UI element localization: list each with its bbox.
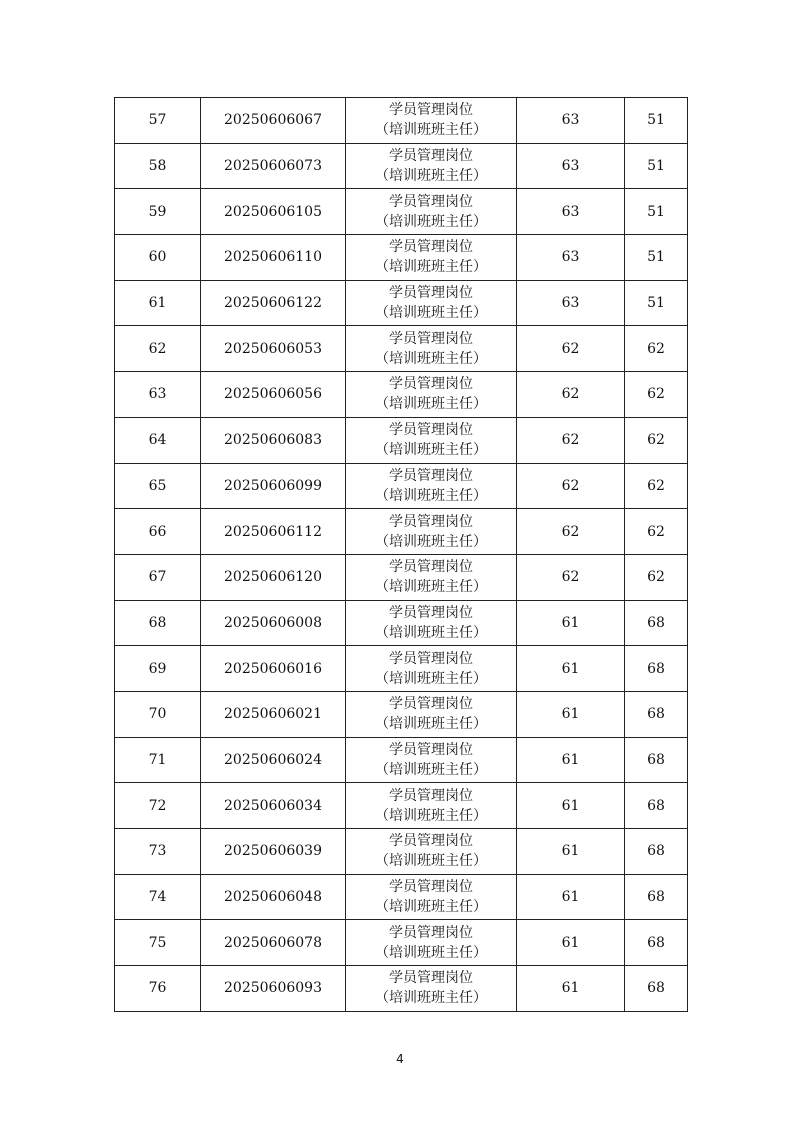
rank-cell: 68 xyxy=(625,646,688,692)
score-cell: 63 xyxy=(517,143,625,189)
row-number-cell: 60 xyxy=(115,235,201,281)
position-title: 学员管理岗位 xyxy=(389,604,473,621)
candidate-id-cell: 20250606056 xyxy=(201,372,346,418)
position-cell xyxy=(346,920,517,966)
table-row xyxy=(115,463,688,509)
score-cell: 61 xyxy=(517,737,625,783)
row-number-cell: 57 xyxy=(115,98,201,144)
row-number-cell: 68 xyxy=(115,600,201,646)
rank-cell: 62 xyxy=(625,509,688,555)
candidate-id-cell: 20250606105 xyxy=(201,189,346,235)
position-title: 学员管理岗位 xyxy=(389,376,473,393)
row-number-cell: 65 xyxy=(115,463,201,509)
row-number-cell: 69 xyxy=(115,646,201,692)
row-number-cell: 72 xyxy=(115,783,201,829)
table-row xyxy=(115,372,688,418)
table-row xyxy=(115,829,688,875)
position-subtitle: （培训班班主任） xyxy=(375,259,487,276)
score-cell: 61 xyxy=(517,691,625,737)
position-title: 学员管理岗位 xyxy=(389,193,473,210)
table-row xyxy=(115,417,688,463)
candidate-id-cell: 20250606073 xyxy=(201,143,346,189)
rank-cell: 51 xyxy=(625,235,688,281)
candidate-id-cell: 20250606110 xyxy=(201,235,346,281)
position-cell xyxy=(346,783,517,829)
position-title: 学员管理岗位 xyxy=(389,650,473,667)
position-subtitle: （培训班班主任） xyxy=(375,533,487,550)
score-cell: 62 xyxy=(517,554,625,600)
row-number-cell: 63 xyxy=(115,372,201,418)
score-cell: 62 xyxy=(517,509,625,555)
row-number-cell: 64 xyxy=(115,417,201,463)
rank-cell: 62 xyxy=(625,463,688,509)
row-number-cell: 62 xyxy=(115,326,201,372)
position-subtitle: （培训班班主任） xyxy=(375,624,487,641)
rank-cell: 68 xyxy=(625,600,688,646)
table-row xyxy=(115,737,688,783)
score-cell: 61 xyxy=(517,646,625,692)
position-subtitle: （培训班班主任） xyxy=(375,761,487,778)
table-row xyxy=(115,920,688,966)
candidate-id-cell: 20250606093 xyxy=(201,966,346,1012)
candidate-id-cell: 20250606034 xyxy=(201,783,346,829)
row-number-cell: 61 xyxy=(115,280,201,326)
position-cell xyxy=(346,691,517,737)
rank-cell: 51 xyxy=(625,189,688,235)
table-row xyxy=(115,98,688,144)
position-subtitle: （培训班班主任） xyxy=(375,990,487,1007)
score-cell: 63 xyxy=(517,280,625,326)
candidate-id-cell: 20250606120 xyxy=(201,554,346,600)
position-subtitle: （培训班班主任） xyxy=(375,487,487,504)
position-title: 学员管理岗位 xyxy=(389,559,473,576)
rank-cell: 51 xyxy=(625,280,688,326)
rank-cell: 68 xyxy=(625,920,688,966)
table-row xyxy=(115,554,688,600)
position-cell xyxy=(346,326,517,372)
table-row xyxy=(115,509,688,555)
score-cell: 61 xyxy=(517,920,625,966)
table-row xyxy=(115,646,688,692)
position-subtitle: （培训班班主任） xyxy=(375,213,487,230)
score-cell: 61 xyxy=(517,966,625,1012)
candidate-id-cell: 20250606099 xyxy=(201,463,346,509)
row-number-cell: 67 xyxy=(115,554,201,600)
position-subtitle: （培训班班主任） xyxy=(375,396,487,413)
candidate-id-cell: 20250606112 xyxy=(201,509,346,555)
results-table xyxy=(114,97,688,1012)
position-title: 学员管理岗位 xyxy=(389,833,473,850)
position-cell xyxy=(346,372,517,418)
table-row xyxy=(115,235,688,281)
table-row xyxy=(115,189,688,235)
rank-cell: 62 xyxy=(625,326,688,372)
rank-cell: 68 xyxy=(625,874,688,920)
position-subtitle: （培训班班主任） xyxy=(375,442,487,459)
position-cell xyxy=(346,966,517,1012)
row-number-cell: 58 xyxy=(115,143,201,189)
table-row xyxy=(115,691,688,737)
row-number-cell: 59 xyxy=(115,189,201,235)
row-number-cell: 66 xyxy=(115,509,201,555)
table-row xyxy=(115,600,688,646)
position-cell xyxy=(346,829,517,875)
score-cell: 62 xyxy=(517,417,625,463)
position-title: 学员管理岗位 xyxy=(389,467,473,484)
position-subtitle: （培训班班主任） xyxy=(375,853,487,870)
position-subtitle: （培训班班主任） xyxy=(375,168,487,185)
rank-cell: 68 xyxy=(625,691,688,737)
row-number-cell: 71 xyxy=(115,737,201,783)
candidate-id-cell: 20250606039 xyxy=(201,829,346,875)
score-cell: 62 xyxy=(517,463,625,509)
position-subtitle: （培训班班主任） xyxy=(375,716,487,733)
position-subtitle: （培训班班主任） xyxy=(375,305,487,322)
position-subtitle: （培训班班主任） xyxy=(375,579,487,596)
rank-cell: 62 xyxy=(625,417,688,463)
score-cell: 63 xyxy=(517,235,625,281)
table-row xyxy=(115,280,688,326)
score-cell: 61 xyxy=(517,783,625,829)
rank-cell: 68 xyxy=(625,783,688,829)
candidate-id-cell: 20250606083 xyxy=(201,417,346,463)
row-number-cell: 76 xyxy=(115,966,201,1012)
row-number-cell: 74 xyxy=(115,874,201,920)
position-cell xyxy=(346,143,517,189)
table-row xyxy=(115,143,688,189)
score-cell: 62 xyxy=(517,326,625,372)
position-title: 学员管理岗位 xyxy=(389,422,473,439)
position-subtitle: （培训班班主任） xyxy=(375,944,487,961)
position-cell xyxy=(346,417,517,463)
candidate-id-cell: 20250606021 xyxy=(201,691,346,737)
position-cell xyxy=(346,463,517,509)
rank-cell: 68 xyxy=(625,829,688,875)
position-title: 学员管理岗位 xyxy=(389,285,473,302)
position-title: 学员管理岗位 xyxy=(389,741,473,758)
rank-cell: 62 xyxy=(625,554,688,600)
candidate-id-cell: 20250606067 xyxy=(201,98,346,144)
results-table-body xyxy=(115,98,688,1012)
score-cell: 63 xyxy=(517,189,625,235)
position-cell xyxy=(346,280,517,326)
position-title: 学员管理岗位 xyxy=(389,148,473,165)
position-title: 学员管理岗位 xyxy=(389,102,473,119)
position-cell xyxy=(346,646,517,692)
position-subtitle: （培训班班主任） xyxy=(375,122,487,139)
position-title: 学员管理岗位 xyxy=(389,924,473,941)
position-title: 学员管理岗位 xyxy=(389,513,473,530)
position-subtitle: （培训班班主任） xyxy=(375,350,487,367)
position-title: 学员管理岗位 xyxy=(389,696,473,713)
table-row xyxy=(115,783,688,829)
candidate-id-cell: 20250606078 xyxy=(201,920,346,966)
rank-cell: 51 xyxy=(625,143,688,189)
row-number-cell: 70 xyxy=(115,691,201,737)
position-cell xyxy=(346,235,517,281)
page-number: 4 xyxy=(396,1052,404,1066)
position-cell xyxy=(346,509,517,555)
score-cell: 61 xyxy=(517,874,625,920)
position-cell xyxy=(346,189,517,235)
row-number-cell: 73 xyxy=(115,829,201,875)
position-cell xyxy=(346,737,517,783)
candidate-id-cell: 20250606008 xyxy=(201,600,346,646)
position-subtitle: （培训班班主任） xyxy=(375,899,487,916)
position-title: 学员管理岗位 xyxy=(389,239,473,256)
candidate-id-cell: 20250606053 xyxy=(201,326,346,372)
table-row xyxy=(115,326,688,372)
score-cell: 62 xyxy=(517,372,625,418)
table-row xyxy=(115,874,688,920)
candidate-id-cell: 20250606024 xyxy=(201,737,346,783)
position-cell xyxy=(346,98,517,144)
position-subtitle: （培训班班主任） xyxy=(375,670,487,687)
position-cell xyxy=(346,554,517,600)
score-cell: 61 xyxy=(517,829,625,875)
rank-cell: 68 xyxy=(625,737,688,783)
position-title: 学员管理岗位 xyxy=(389,787,473,804)
position-title: 学员管理岗位 xyxy=(389,330,473,347)
position-title: 学员管理岗位 xyxy=(389,970,473,987)
score-cell: 63 xyxy=(517,98,625,144)
candidate-id-cell: 20250606122 xyxy=(201,280,346,326)
table-row xyxy=(115,966,688,1012)
position-cell xyxy=(346,600,517,646)
candidate-id-cell: 20250606048 xyxy=(201,874,346,920)
rank-cell: 68 xyxy=(625,966,688,1012)
rank-cell: 51 xyxy=(625,98,688,144)
candidate-id-cell: 20250606016 xyxy=(201,646,346,692)
score-cell: 61 xyxy=(517,600,625,646)
row-number-cell: 75 xyxy=(115,920,201,966)
position-title: 学员管理岗位 xyxy=(389,879,473,896)
position-cell xyxy=(346,874,517,920)
rank-cell: 62 xyxy=(625,372,688,418)
position-subtitle: （培训班班主任） xyxy=(375,807,487,824)
